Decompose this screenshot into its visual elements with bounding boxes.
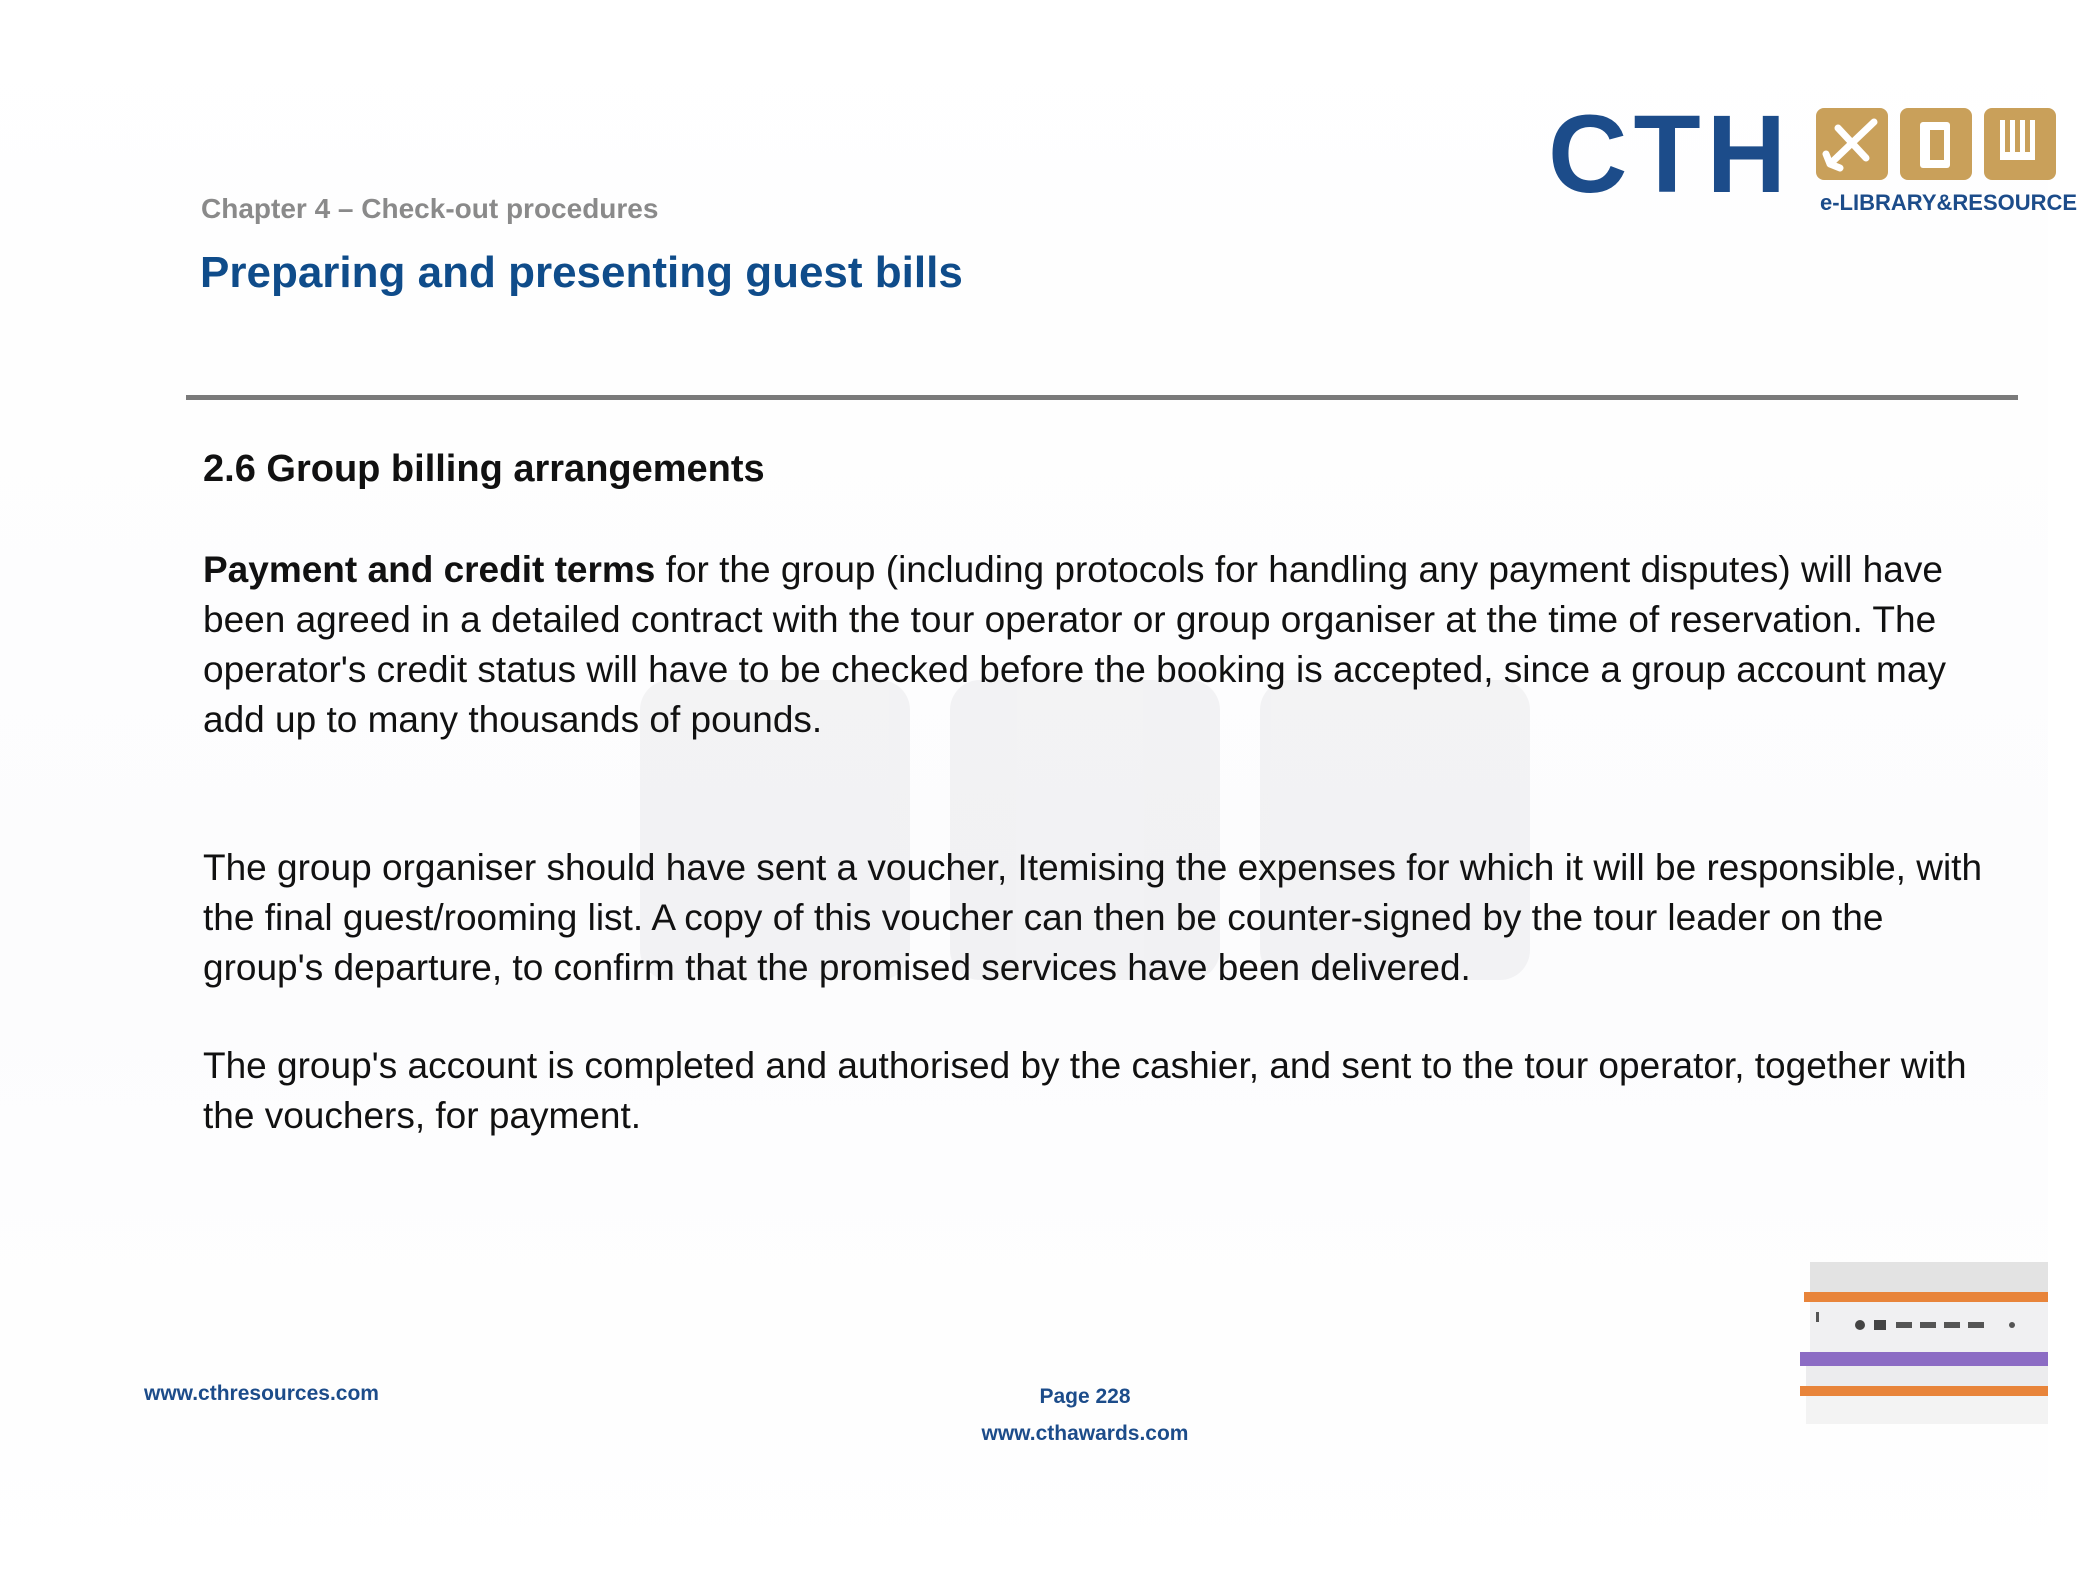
page-number: Page 228 <box>1039 1385 1131 1408</box>
section-heading: 2.6 Group billing arrangements <box>203 448 765 490</box>
footer-awards-link[interactable]: www.cthawards.com <box>981 1422 1189 1445</box>
page-title: Preparing and presenting guest bills <box>200 248 963 297</box>
header-divider <box>186 395 2018 400</box>
footer-resources-link[interactable]: www.cthresources.com <box>144 1382 379 1405</box>
cth-logo <box>1548 93 2077 220</box>
paragraph-bold-lead: Payment and credit terms <box>203 549 656 590</box>
chapter-label: Chapter 4 – Check-out procedures <box>201 193 659 224</box>
paragraph-account: The group's account is completed and authorised by the cashier, and sent to the tour operator, together with the vouchers, for payment. <box>203 1045 1967 1136</box>
paragraph-text: for the group (including protocols for handling any payment disputes) will have been agreed in a detailed contract with the tour operator or group organiser at the time of reservation. The operator's credit status will have to be checked before the booking is accepted, since a group account may add up to many thousands of pounds. <box>203 549 1946 740</box>
laptop-books-image <box>1800 1262 2048 1432</box>
plane-icon <box>1816 108 1888 180</box>
paragraph-payment-terms <box>203 545 2003 745</box>
cutlery-icon <box>1984 108 2056 180</box>
logo-wordmark: CTH <box>1548 93 1793 216</box>
luggage-icon <box>1900 108 1972 180</box>
logo-subtitle: e-LIBRARY&RESOURCE <box>1820 190 2077 215</box>
logo-icons <box>1816 108 2056 188</box>
paragraph-voucher: The group organiser should have sent a voucher, Itemising the expenses for which it will be responsible, with the final guest/rooming list. A copy of this voucher can then be counter-signed by the tour leader on the group's departure, to confirm that the promised services have been delivered. <box>203 847 1983 988</box>
